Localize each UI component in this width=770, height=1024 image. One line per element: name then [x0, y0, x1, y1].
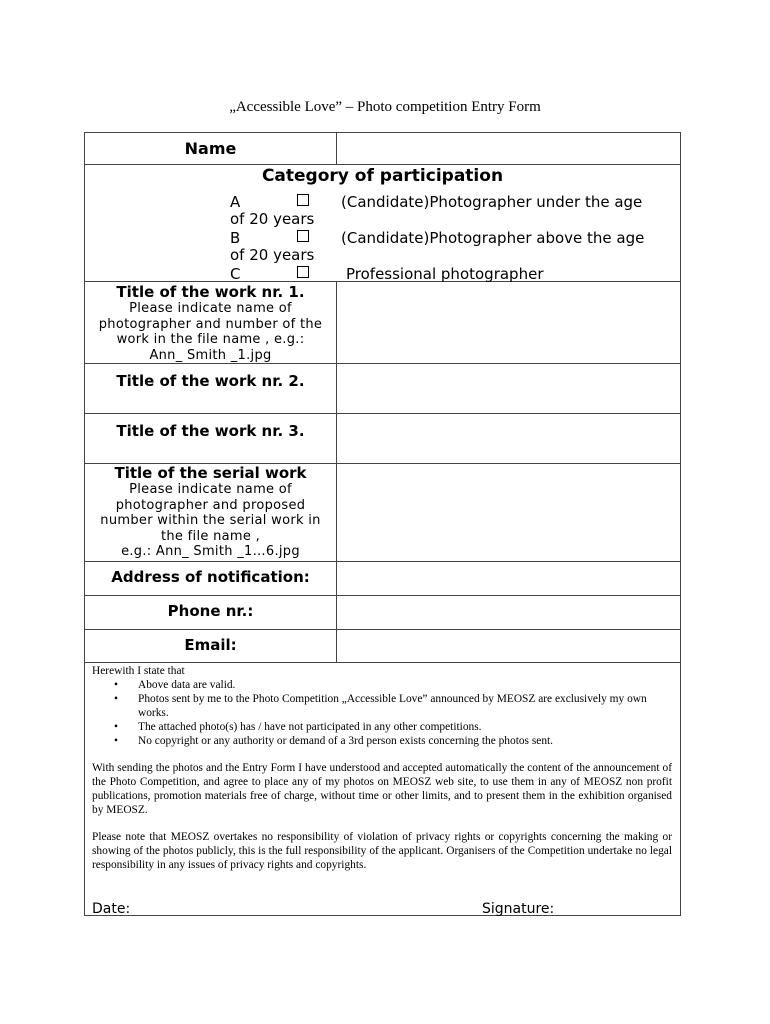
work1-label	[85, 283, 336, 363]
serial-work-title: Title of the serial work	[114, 464, 307, 482]
list-item: • The attached photo(s) has / have not participated in any other competitions.	[114, 721, 482, 733]
hint-line: Please indicate name of	[129, 482, 292, 497]
hint-line: work in the file name , e.g.:	[116, 332, 305, 347]
work3-title: Title of the work nr. 3.	[116, 422, 305, 440]
signature-label: Signature:	[482, 901, 555, 917]
declaration	[92, 664, 672, 872]
hint-line: photographer and proposed	[115, 497, 306, 513]
category-b-continuation: of 20 years	[230, 246, 315, 264]
hint-line: Ann_ Smith _1.jpg	[149, 347, 272, 363]
hint-line: e.g.: Ann_ Smith _1…6.jpg	[121, 544, 300, 559]
phone-field[interactable]	[337, 596, 680, 629]
hint-line: the file name ,	[160, 528, 261, 544]
work1-hint	[85, 301, 336, 363]
declaration-acceptance-paragraph: With sending the photos and the Entry Form I have understood and accepted automatically the content of the announcement of the Photo Competition, and agree to place any of my photos on MEOSZ web site, to use them in any of MEOSZ non profit publications, promotion materials free of charge, without time or other limits, and to present them in the exhibition organised by MEOSZ.	[92, 762, 672, 816]
category-c-letter: C	[230, 265, 241, 283]
serial-work-label	[85, 464, 336, 560]
category-a-letter: A	[230, 193, 241, 211]
work2-title-field[interactable]	[337, 364, 680, 413]
address-label: Address of notification:	[111, 568, 310, 586]
work3-title-field[interactable]	[337, 414, 680, 463]
name-label: Name	[184, 139, 237, 158]
phone-label: Phone nr.:	[167, 602, 254, 620]
serial-work-field[interactable]	[337, 464, 680, 561]
category-c-checkbox[interactable]	[297, 266, 309, 278]
entry-form-table	[84, 132, 681, 916]
name-field[interactable]	[337, 133, 680, 164]
declaration-list	[92, 678, 672, 748]
declaration-privacy-paragraph: Please note that MEOSZ overtakes no responsibility of violation of privacy rights or copyrights concerning the making or showing of the photos publicly, this is the full responsibility of the applicant. Organisers of the Competition undertake no legal responsibility in any issues of privacy rights and copyrights.	[92, 831, 672, 871]
row-divider	[85, 164, 680, 165]
address-field[interactable]	[337, 562, 680, 595]
category-heading: Category of participation	[261, 166, 504, 186]
row-divider	[85, 662, 680, 663]
email-field[interactable]	[337, 630, 680, 662]
category-c-text: Professional photographer	[346, 265, 544, 283]
work1-title: Title of the work nr. 1.	[116, 283, 305, 301]
category-b-letter: B	[230, 229, 241, 247]
hint-line: photographer and number of the	[98, 316, 323, 332]
hint-line: Please indicate name of	[129, 301, 292, 316]
category-a-text: (Candidate)Photographer under the age	[341, 193, 643, 211]
email-label: Email:	[184, 636, 237, 654]
hint-line: number within the serial work in	[100, 513, 321, 528]
serial-work-hint	[85, 482, 336, 560]
list-item: • Photos sent by me to the Photo Competition „Accessible Love” announced by MEOSZ are exclusively my own works.	[114, 693, 647, 719]
category-b-checkbox[interactable]	[297, 230, 309, 242]
date-label: Date:	[92, 901, 131, 917]
list-item: • Above data are valid.	[114, 679, 236, 691]
list-item: • No copyright or any authority or demand of a 3rd person exists concerning the photos sent.	[114, 735, 554, 747]
category-b-text: (Candidate)Photographer above the age	[341, 229, 645, 247]
category-a-continuation: of 20 years	[230, 210, 315, 228]
work2-title: Title of the work nr. 2.	[116, 372, 305, 390]
document-title: „Accessible Love” – Photo competition Entry Form	[229, 99, 541, 115]
work1-title-field[interactable]	[337, 282, 680, 363]
declaration-intro: Herewith I state that	[92, 665, 185, 677]
category-a-checkbox[interactable]	[297, 194, 309, 206]
